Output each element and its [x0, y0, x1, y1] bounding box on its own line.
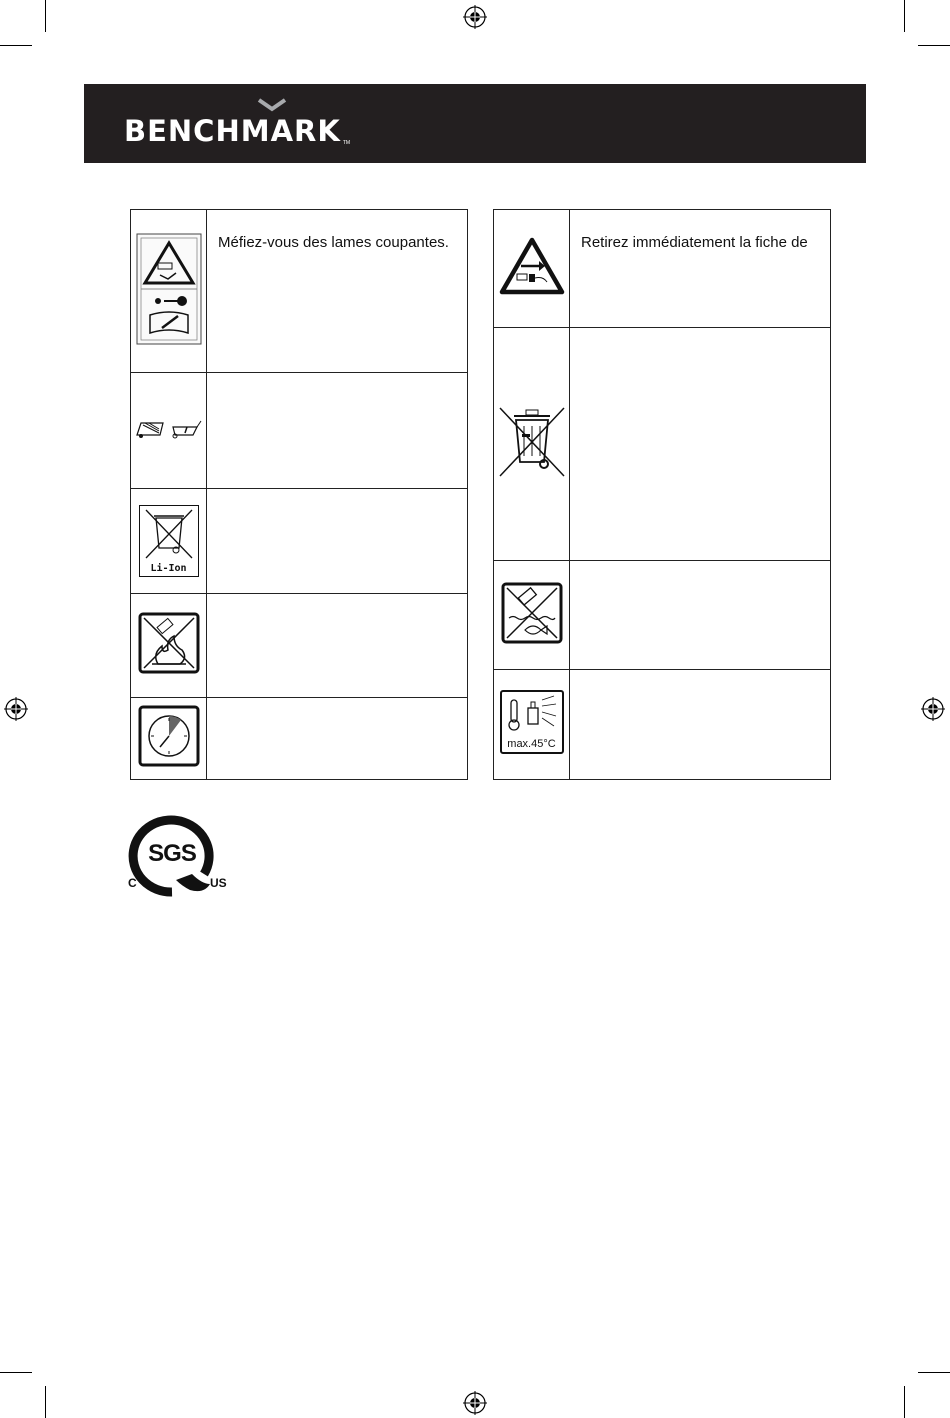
table-row	[494, 561, 831, 670]
crop-mark	[904, 0, 905, 32]
icon-cell	[131, 594, 207, 698]
li-ion-label: Li-Ion	[150, 563, 187, 574]
unplug-warning-icon	[499, 236, 565, 296]
sgs-us-label: US	[210, 876, 227, 890]
crop-mark	[0, 1372, 32, 1373]
icon-cell	[494, 210, 570, 328]
text-cell	[207, 373, 468, 489]
icon-cell	[131, 373, 207, 489]
registration-mark-icon	[463, 1391, 487, 1415]
icon-cell	[131, 210, 207, 373]
crop-mark	[918, 45, 950, 46]
table-row	[131, 210, 468, 373]
sgs-certification-mark	[126, 812, 232, 904]
icon-cell	[494, 561, 570, 670]
table-row	[494, 210, 831, 328]
table-row	[131, 698, 468, 780]
blade-warning-manual-icon	[136, 233, 202, 345]
text-cell	[207, 489, 468, 594]
table-row	[494, 670, 831, 780]
registration-mark-icon	[921, 697, 945, 721]
brand-name: BENCHMARK	[124, 114, 341, 148]
crossed-bin-icon	[498, 406, 566, 478]
text-cell: Retirez immédiatement la fiche de	[570, 210, 831, 328]
mower-grass-icon	[135, 417, 203, 439]
trademark-label: TM	[342, 140, 351, 146]
no-fire-icon	[138, 612, 200, 674]
max-temperature-label: max.45°C	[507, 738, 556, 750]
icon-cell	[131, 489, 207, 594]
li-ion-disposal-icon	[139, 505, 199, 577]
icon-cell	[131, 698, 207, 780]
sgs-label: SGS	[148, 840, 196, 867]
crop-mark	[45, 0, 46, 32]
text-cell: Méfiez-vous des lames coupantes.	[207, 210, 468, 373]
no-water-disposal-icon	[501, 582, 563, 644]
crop-mark	[918, 1372, 950, 1373]
table-row	[131, 594, 468, 698]
table-row	[131, 489, 468, 594]
max-temperature-icon	[500, 690, 564, 754]
crop-mark	[0, 45, 32, 46]
timer-icon	[138, 705, 200, 767]
sgs-c-label: C	[128, 876, 137, 890]
icon-cell	[494, 328, 570, 561]
crop-mark	[45, 1386, 46, 1418]
right-symbol-table	[493, 209, 831, 780]
chevron-logo-icon	[257, 98, 287, 112]
header-banner	[84, 84, 866, 163]
icon-cell	[494, 670, 570, 780]
text-cell	[207, 594, 468, 698]
brand-logo	[124, 106, 350, 146]
left-symbol-table	[130, 209, 468, 780]
text-cell	[570, 328, 831, 561]
table-row	[131, 373, 468, 489]
text-cell	[207, 698, 468, 780]
registration-mark-icon	[4, 697, 28, 721]
text-cell	[570, 670, 831, 780]
text-cell	[570, 561, 831, 670]
crop-mark	[904, 1386, 905, 1418]
table-row	[494, 328, 831, 561]
registration-mark-icon	[463, 5, 487, 29]
